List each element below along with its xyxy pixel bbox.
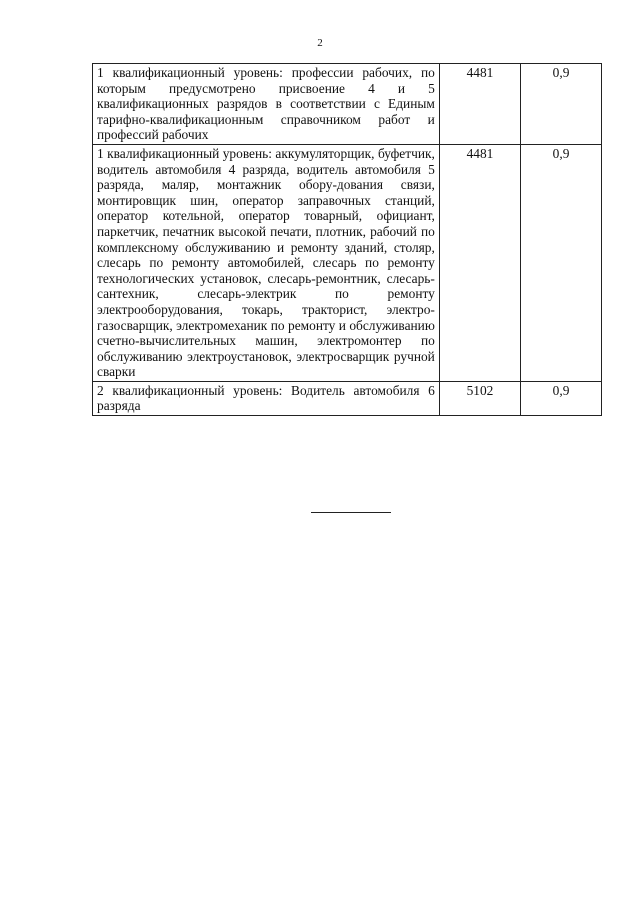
end-divider-line [311, 512, 391, 513]
coefficient: 0,9 [521, 64, 602, 145]
qualification-description: 1 квалификационный уровень: профессии рабочих, по которым предусмотрено присвоение 4 и 5 квалификационных разрядов в соответствии с Единым тарифно-квалификационным справочником работ и профессий рабочих [93, 64, 440, 145]
qualification-description: 1 квалификационный уровень: аккумуляторщик, буфетчик, водитель автомобиля 4 разряда, водитель автомобиля 5 разряда, маляр, монтажник обору-дования связи, монтировщик шин, оператор заправочных станций, оператор котельной, оператор товарный, официант, паркетчик, печатник высокой печати, плотник, рабочий по комплексному обслуживанию и ремонту зданий, столяр, слесарь по ремонту автомобилей, слесарь по ремонту технологических установок, слесарь-ремонтник, слесарь-сантехник, слесарь-электрик по ремонту электрооборудования, токарь, тракторист, электро-газосварщик, электромеханик по ремонту и обслуживанию счетно-вычислительных машин, электромонтер по обслуживанию электроустановок, электросварщик ручной сварки [93, 144, 440, 381]
page-number: 2 [317, 37, 323, 49]
salary-rate: 5102 [439, 381, 520, 415]
salary-rate: 4481 [439, 144, 520, 381]
table-row [93, 381, 602, 415]
salary-rate: 4481 [439, 64, 520, 145]
qualification-description: 2 квалификационный уровень: Водитель автомобиля 6 разряда [93, 381, 440, 415]
table-row [93, 144, 602, 381]
qualification-table [92, 63, 602, 416]
coefficient: 0,9 [521, 144, 602, 381]
table-row [93, 64, 602, 145]
coefficient: 0,9 [521, 381, 602, 415]
